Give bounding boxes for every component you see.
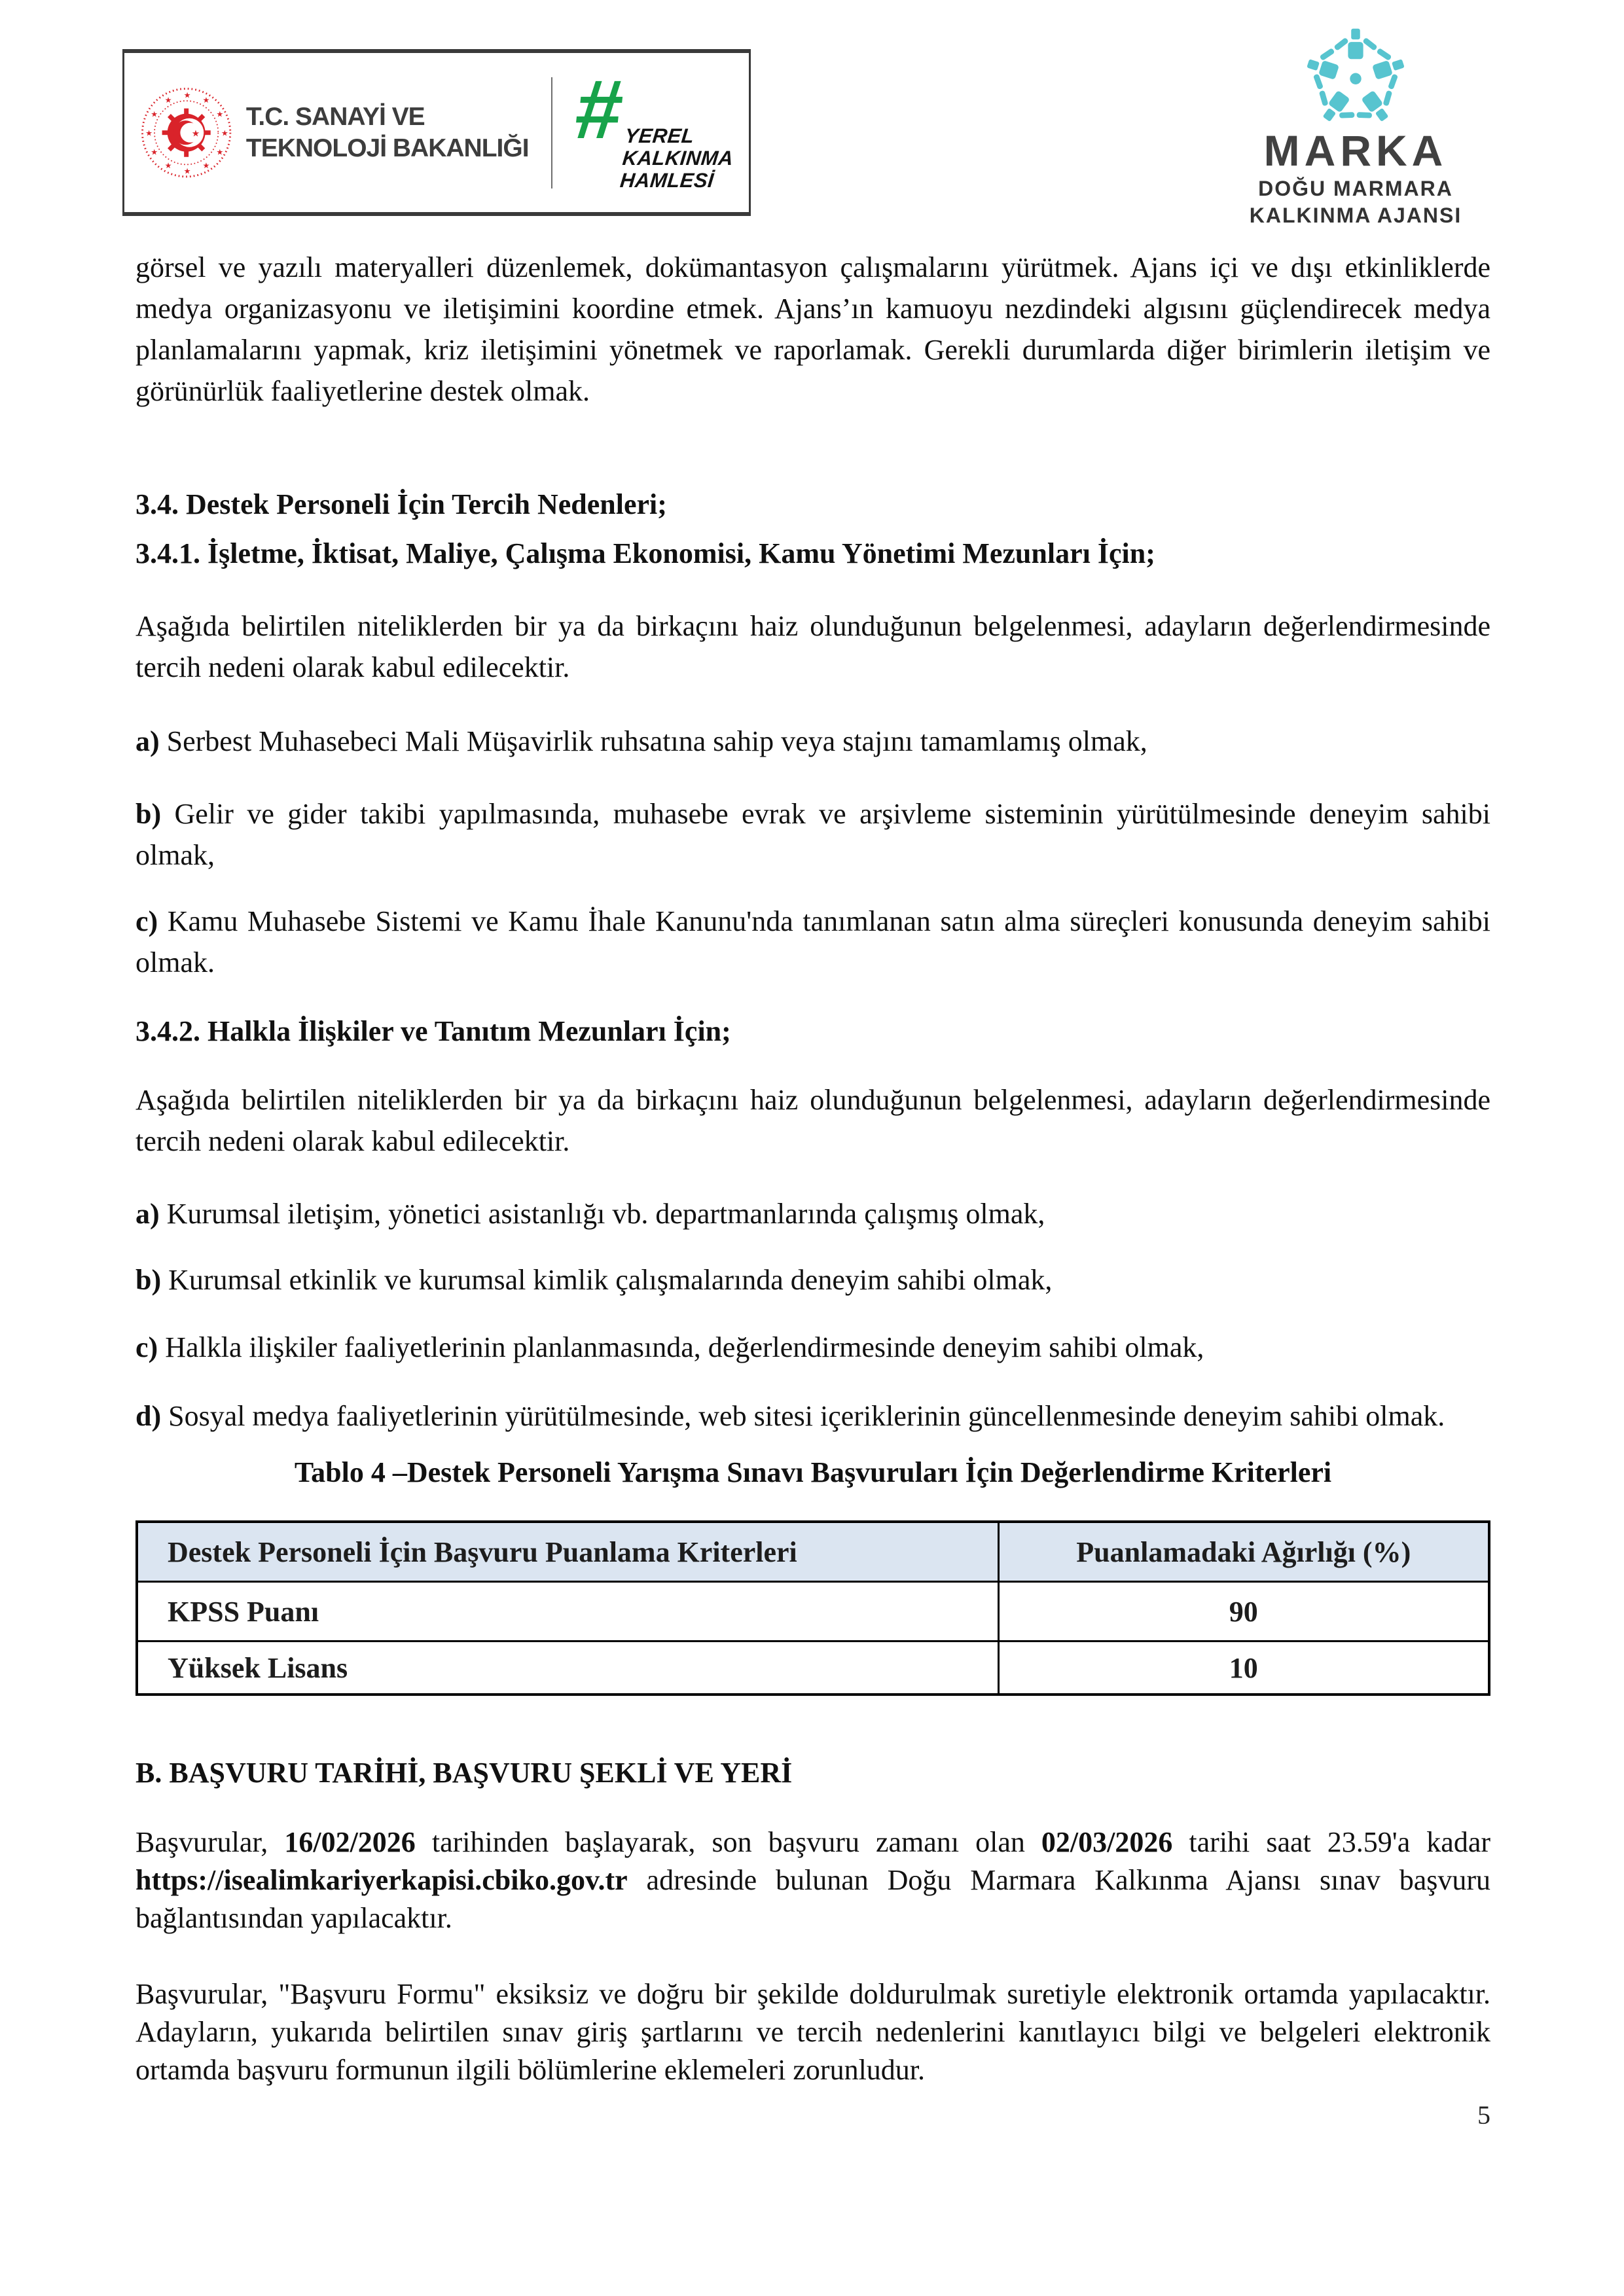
item-text: Sosyal medya faaliyetlerinin yürütülmesinde, web sitesi içeriklerinin güncellenmesinde deneyim sahibi olmak. xyxy=(161,1400,1445,1432)
table-row xyxy=(137,1641,1489,1695)
list-item xyxy=(135,1193,1490,1234)
svg-text:★: ★ xyxy=(151,147,158,156)
heading-section-b: B. BAŞVURU TARİHİ, BAŞVURU ŞEKLİ VE YERİ xyxy=(135,1757,793,1789)
paragraph-media-duties: görsel ve yazılı materyalleri düzenlemek, dokümantasyon çalışmalarını yürütmek. Ajans içi ve dışı etkinliklerde medya organizasyonu ve iletişimini koordine etmek. Ajans’ın kamuoyu nezdindeki algısını güçlendirecek medya planlamalarını yapmak, kriz iletişimini yönetmek ve raporlamak. Gerekli durumlarda diğer birimlerin iletişim ve görünürlük faaliyetlerine destek olmak. xyxy=(135,251,1490,407)
ministry-emblem-icon xyxy=(140,62,233,204)
svg-text:★: ★ xyxy=(216,147,224,156)
list-item xyxy=(135,1327,1490,1368)
list-item xyxy=(135,793,1490,876)
svg-text:★: ★ xyxy=(183,166,191,175)
paragraph-intro-criteria-2: Aşağıda belirtilen niteliklerden bir ya da birkaçını haiz olunduğunun belgelenmesi, adayların değerlendirmesinde tercih nedeni olarak kabul edilecektir. xyxy=(135,1084,1490,1157)
criterion-cell-yuksek-lisans: Yüksek Lisans xyxy=(137,1641,998,1695)
column-header-criteria: Destek Personeli İçin Başvuru Puanlama Kriterleri xyxy=(137,1522,998,1582)
evaluation-criteria-table xyxy=(135,1520,1490,1696)
marka-logo xyxy=(1238,25,1473,229)
svg-text:★: ★ xyxy=(202,160,210,170)
list-item xyxy=(135,1259,1490,1300)
table-row xyxy=(137,1582,1489,1641)
text-run: tarihinden başlayarak, son başvuru zamanı olan xyxy=(415,1826,1041,1858)
marka-subtitle-line1: DOĞU MARMARA xyxy=(1258,177,1453,200)
svg-text:★: ★ xyxy=(191,128,200,139)
paragraph-application-form: Başvurular, "Başvuru Formu" eksiksiz ve doğru bir şekilde doldurulmak suretiyle elektronik ortamda yapılacaktır. Adayların, yukarıda belirtilen sınav giriş şartlarını ve tercih nedenlerini kanıtlayıcı bilgi ve belgeleri elektronik ortamda başvuru formunun ilgili bölümlerine eklemeleri zorunludur. xyxy=(135,1978,1490,2086)
end-date: 02/03/2026 xyxy=(1041,1826,1173,1858)
item-text: Kurumsal iletişim, yönetici asistanlığı vb. departmanlarında çalışmış olmak, xyxy=(159,1198,1045,1230)
list-item xyxy=(135,1395,1490,1437)
weight-cell-yuksek-lisans: 10 xyxy=(998,1641,1489,1695)
svg-text:★: ★ xyxy=(216,109,224,118)
text-run: adresinde bulunan Doğu Marmara Kalkınma Ajansı sınav başvuru bağlantısından yapılacaktır. xyxy=(135,1864,1490,1934)
application-url-link[interactable]: https://isealimkariyerkapisi.cbiko.gov.tr xyxy=(135,1864,628,1896)
item-text: Kurumsal etkinlik ve kurumsal kimlik çalışmalarında deneyim sahibi olmak, xyxy=(161,1264,1053,1296)
item-text: Serbest Muhasebeci Mali Müşavirlik ruhsatına sahip veya stajını tamamlamış olmak, xyxy=(159,725,1147,757)
heading-3-4-1: 3.4.1. İşletme, İktisat, Maliye, Çalışma Ekonomisi, Kamu Yönetimi Mezunları İçin; xyxy=(135,537,1155,569)
hamle-wordmark xyxy=(619,125,736,192)
ministry-name xyxy=(246,101,529,164)
marka-wordmark: MARKA xyxy=(1263,126,1448,175)
text-run: Başvurular, xyxy=(135,1826,285,1858)
table-4-title: Tablo 4 –Destek Personeli Yarışma Sınavı Başvuruları İçin Değerlendirme Kriterleri xyxy=(294,1456,1332,1488)
list-item xyxy=(135,901,1490,983)
marka-star-icon xyxy=(1307,25,1405,123)
page-number: 5 xyxy=(1477,2100,1490,2130)
paragraph-intro-criteria-1: Aşağıda belirtilen niteliklerden bir ya da birkaçını haiz olunduğunun belgelenmesi, adayların değerlendirmesinde tercih nedeni olarak kabul edilecektir. xyxy=(135,610,1490,683)
item-label: a) xyxy=(135,725,160,757)
hamle-word-yerel: YEREL xyxy=(623,124,696,147)
item-text: Kamu Muhasebe Sistemi ve Kamu İhale Kanunu'nda tanımlanan satın alma süreçleri konusunda deneyim sahibi olmak. xyxy=(135,905,1490,978)
item-label: d) xyxy=(135,1400,162,1432)
heading-3-4: 3.4. Destek Personeli İçin Tercih Nedenleri; xyxy=(135,488,667,520)
heading-3-4-2: 3.4.2. Halkla İlişkiler ve Tanıtım Mezunları İçin; xyxy=(135,1015,731,1047)
item-label: a) xyxy=(135,1198,160,1230)
table-header-row xyxy=(137,1522,1489,1582)
start-date: 16/02/2026 xyxy=(284,1826,416,1858)
hamle-word-kalkinma: KALKINMA xyxy=(621,146,734,170)
ministry-name-line1: T.C. SANAYİ VE xyxy=(245,102,425,131)
criterion-cell-kpss: KPSS Puanı xyxy=(137,1582,998,1641)
svg-text:★: ★ xyxy=(221,128,228,137)
svg-text:★: ★ xyxy=(164,160,172,170)
column-header-weight: Puanlamadaki Ağırlığı (%) xyxy=(998,1522,1489,1582)
page-header xyxy=(0,0,1624,227)
marka-subtitle-line2: KALKINMA AJANSI xyxy=(1249,204,1462,227)
list-item xyxy=(135,721,1490,762)
logo-divider xyxy=(551,77,552,188)
paragraph-application-dates xyxy=(135,1823,1490,1937)
ministry-name-line2: TEKNOLOJİ BAKANLIĞI xyxy=(245,134,529,162)
svg-text:★: ★ xyxy=(151,109,158,118)
weight-cell-kpss: 90 xyxy=(998,1582,1489,1641)
item-text: Gelir ve gider takibi yapılmasında, muhasebe evrak ve arşivleme sisteminin yürütülmesinde deneyim sahibi olmak, xyxy=(135,798,1490,871)
svg-text:★: ★ xyxy=(164,95,172,105)
svg-text:★: ★ xyxy=(145,128,153,137)
svg-text:★: ★ xyxy=(202,95,210,105)
hashtag-icon: # xyxy=(569,62,626,156)
text-run: tarihi saat 23.59'a kadar xyxy=(1172,1826,1490,1858)
hamle-word-hamlesi: HAMLESİ xyxy=(619,168,715,192)
svg-text:★: ★ xyxy=(183,90,191,99)
government-logo-box xyxy=(122,49,751,216)
item-label: b) xyxy=(135,1264,162,1296)
item-label: c) xyxy=(135,905,158,937)
item-label: c) xyxy=(135,1331,158,1363)
marka-subtitle xyxy=(1250,175,1462,229)
item-label: b) xyxy=(135,798,162,830)
item-text: Halkla ilişkiler faaliyetlerinin planlanmasında, değerlendirmesinde deneyim sahibi olmak, xyxy=(158,1331,1204,1363)
yerel-kalkinma-hamlesi-logo xyxy=(569,62,734,192)
document-body xyxy=(0,247,1624,2131)
